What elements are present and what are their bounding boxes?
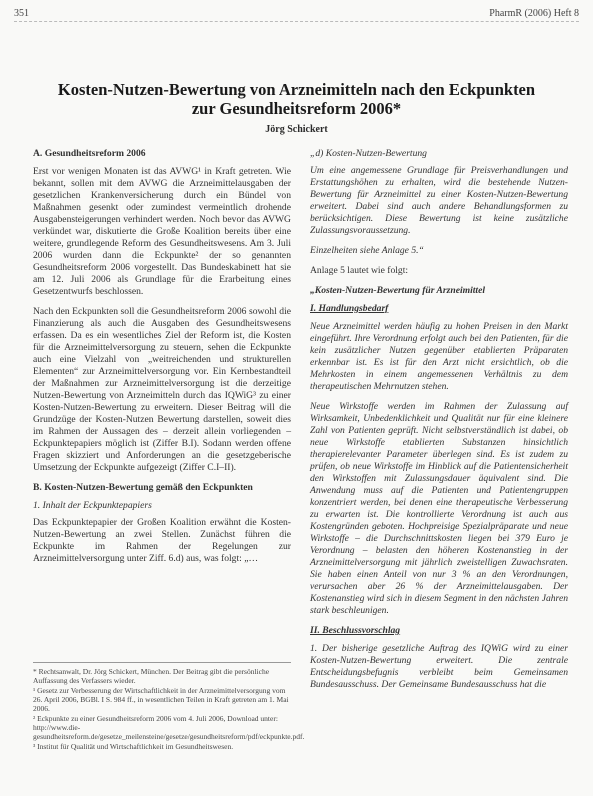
subsection-heading-ii: II. Beschlussvorschlag (310, 625, 401, 636)
paragraph: Das Eckpunktepapier der Großen Koalition erwähnt die Kosten-Nutzen-Bewertung an zwei Stellen. Zunächst führen die Eckpunkte im Rahmen der Regelungen zur Arzneimittelversorgung unter Ziff. 6.d) aus, was folgt: „… (33, 517, 291, 564)
running-header (14, 8, 579, 22)
footnotes (33, 662, 305, 752)
footnote: * Rechtsanwalt, Dr. Jörg Schickert, München. Der Beitrag gibt die persönliche Auffassung des Verfassers wieder. (33, 667, 270, 685)
journal-citation: PharmR (2006) Heft 8 (489, 8, 579, 19)
section-heading-a: A. Gesundheitsreform 2006 (33, 148, 146, 159)
paragraph: Anlage 5 lautet wie folgt: (310, 265, 409, 276)
article-title (30, 80, 563, 118)
page-number: 351 (14, 8, 29, 19)
quoted-paragraph: Um eine angemessene Grundlage für Preisverhandlungen und Erstattungshöhen zu erhalten, wird die bestehende Nutzen-Bewertung für Arzneimittel zu einer Kosten-Nutzen-Bewertung erweitert. Dabei sind auch andere Behandlungsformen zu berücksichtigen. Diese Bewertung ist keine zusätzliche Zulassungsvoraussetzung. (310, 165, 568, 236)
quoted-paragraph: Einzelheiten siehe Anlage 5.“ (310, 245, 424, 256)
footnote: ² Eckpunkte zu einer Gesundheitsreform 2006 vom 4. Juli 2006, Download unter: http://www.die-gesundheitsreform.de/gesetze_meilensteine/gesetze/gesundheitsreform/pdf/eckpunkte.pdf. (33, 714, 305, 741)
footnote: ¹ Gesetz zur Verbesserung der Wirtschaftlichkeit in der Arzneimittelversorgung vom 26. April 2006, BGBl. I S. 984 ff., in wesentlichen Teilen in Kraft getreten am 1. Mai 2006. (33, 686, 289, 713)
annex-heading: „Kosten-Nutzen-Bewertung für Arzneimittel (310, 285, 486, 296)
subsection-heading-i: I. Handlungsbedarf (310, 303, 389, 314)
footnote: ³ Institut für Qualität und Wirtschaftlichkeit im Gesundheitswesen. (33, 742, 234, 751)
quoted-paragraph: Neue Wirkstoffe werden im Rahmen der Zulassung auf Wirksamkeit, Unbedenklichkeit und Qualität nur für eine kleinere Zahl von Patienten geprüft. Nicht selbstverständlich ist dabei, ob neue Wirkstoffe etablierten Substanzen hinsichtlich therapierelevanter Parameter überlegen sind. Es ist zudem zu prüfen, ob neue Wirkstoffe im Hinblick auf die Patientensicherheit den Wirkstoffen mit Zulassungsdauer äquivalent sind. Die Anwendung muss auf die Patienten und Patientengruppen konzentriert werden, bei denen eine therapeutische Verbesserung zu erwarten ist. Die kontrollierte Verordnung ist auch aus Kostengründen geboten. Hochpreisige Spezialpräparate und neue Wirkstoffe – die Durchschnittskosten liegen bei 379 Euro je Verordnung – belasten den höheren Kostenanstieg in der Arzneimittelversorgung mit jährlich zweistelligen Zuwachsraten. Sie haben einen Anteil von nur 3 % an den Verordnungen, verursachen aber 26 % der Arzneimittelausgaben. Der Kostenanstieg wird sich in diesem Segment in den nächsten Jahren stark beschleunigen. (310, 401, 568, 616)
left-column (33, 148, 291, 573)
quote-heading: „d) Kosten-Nutzen-Bewertung (310, 148, 427, 159)
subsection-heading: 1. Inhalt der Eckpunktepapiers (33, 500, 152, 511)
title-line-2: zur Gesundheitsreform 2006* (191, 99, 402, 118)
quoted-paragraph: Neue Arzneimittel werden häufig zu hohen Preisen in den Markt eingeführt. Ihre Verordnung erfolgt auch bei den Patienten, für die kein zusätzlicher Nutzen gegenüber etablierten Präparaten erkennbar ist. Es ist für den Arzt nicht ersichtlich, ob die Mehrkosten in einem angemessenen Verhältnis zu dem therapeutischen Mehrnutzen stehen. (310, 321, 568, 392)
title-line-1: Kosten-Nutzen-Bewertung von Arzneimitteln nach den Eckpunkten (57, 80, 536, 99)
author: Jörg Schickert (265, 124, 328, 135)
paragraph: Erst vor wenigen Monaten ist das AVWG¹ in Kraft getreten. Wie bekannt, sollen mit dem AVWG die Arzneimittelausgaben der gesetzlichen Krankenversicherung durch ein Bündel von Maßnahmen gesenkt oder zumindest vermeintlich drohende Ausgabensteigerungen verhindert werden. Noch bevor das AVWG verkündet war, diskutierte die Große Koalition bereits über eine weitere, grundlegende Reform des Gesundheitswesens. Am 3. Juli 2006 wurden dann die Eckpunkte² der so genannten Gesundheitsreform 2006 vorgestellt. Das Bundeskabinett hat sie am 12. Juli 2006 als Grundlage für die Erarbeitung eines Gesetzentwurfs beschlossen. (33, 166, 291, 297)
quoted-paragraph: 1. Der bisherige gesetzliche Auftrag des IQWiG wird zu einer Kosten-Nutzen-Bewertung erweitert. Die zentrale Entscheidungsbefugnis verbleibt beim Gemeinsamen Bundesausschuss. Der Gemeinsame Bundesausschuss hat die (310, 643, 568, 690)
section-heading-b: B. Kosten-Nutzen-Bewertung gemäß den Eckpunkten (33, 482, 253, 493)
right-column (310, 148, 568, 699)
paragraph: Nach den Eckpunkten soll die Gesundheitsreform 2006 sowohl die Finanzierung als auch die Ausgaben des Gesundheitswesens erfassen. Da es ein wesentliches Ziel der Reform ist, die Kosten für die Arzneimittelversorgung zu steuern, sehen die Eckpunkte auch eine Vielzahl von „weitreichenden und strukturellen Elementen“ zur Arzneimittelversorgung vor. Ein Kernbestandteil der Maßnahmen zur Arzneimittelversorgung ist die derzeitige Nutzen-Bewertung von Arzneimitteln durch das IQWiG³ zu einer Kosten-Nutzen-Bewertung zu erweitern. Dieser Beitrag will die Grundzüge der Kosten-Nutzen Bewertung darstellen, soweit dies im Rahmen der Aussagen des – derzeit allein vorliegenden – Eckpunktepapiers möglich ist (Ziffer B.I). Sodann werden offene Fragen skizziert und Anforderungen an die gesetzgeberische Umsetzung der Eckpunkte aufgezeigt (Ziffer C.I–II). (33, 306, 291, 473)
